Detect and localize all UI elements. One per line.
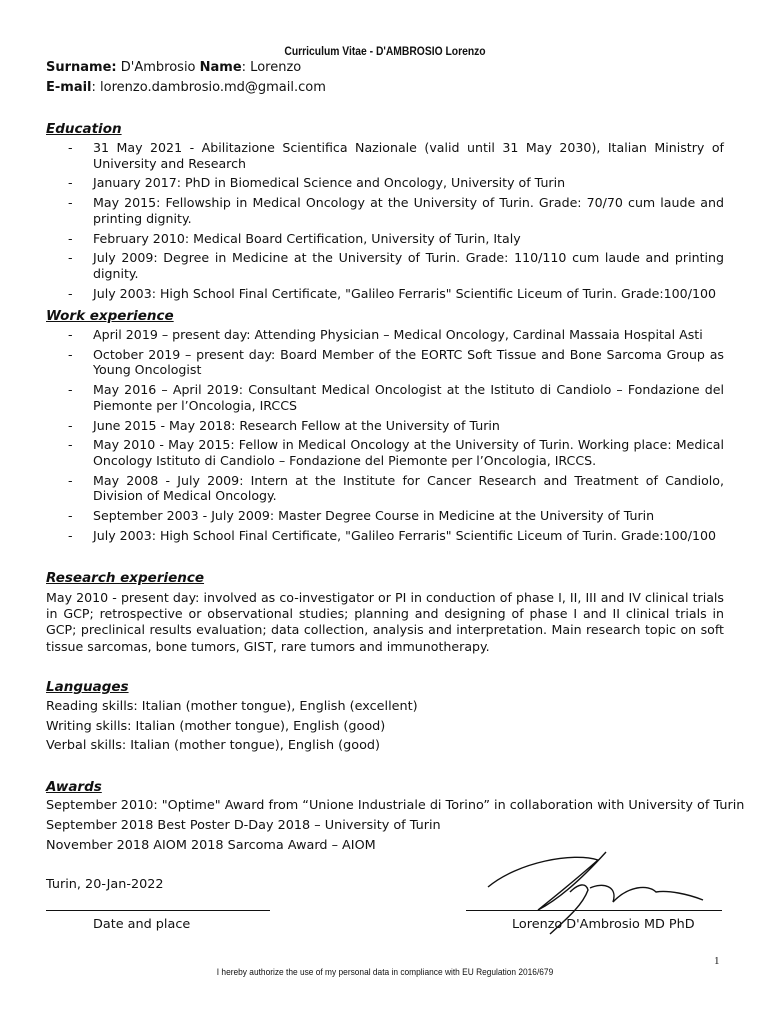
page-number: 1 [714,955,720,967]
research-paragraph: May 2010 - present day: involved as co-investigator or PI in conduction of phase I, II, III and IV clinical trials in GCP; retrospective or observational studies; planning and designing of phase I and II clinical trials in GCP; preclinical results evaluation; data collection, analysis and interpretation. Main research topic on soft tissue sarcomas, bone tumors, GIST, rare tumors and immunotherapy. [46,590,724,654]
surname-value: D'Ambrosio [120,60,196,75]
list-item: - April 2019 – present day: Attending Physician – Medical Oncology, Cardinal Massaia Hospital Asti [46,327,724,343]
name-value: : Lorenzo [241,60,302,75]
privacy-footer: I hereby authorize the use of my personal data in compliance with EU Regulation 2016/679 [216,967,554,978]
award-item: November 2018 AIOM 2018 Sarcoma Award – AIOM [46,838,376,853]
email-value: : lorenzo.dambrosio.md@gmail.com [91,80,326,95]
signature-image [478,842,718,942]
list-item: - February 2010: Medical Board Certification, University of Turin, Italy [46,231,724,247]
personal-email-line [46,80,326,96]
languages-reading: Reading skills: Italian (mother tongue), English (excellent) [46,699,418,714]
list-item: - May 2008 - July 2009: Intern at the Institute for Cancer Research and Treatment of Candiolo, Division of Medical Oncology. [46,473,724,504]
work-list [46,327,724,548]
list-item: - July 2009: Degree in Medicine at the University of Turin. Grade: 110/110 cum laude and printing dignity. [46,250,724,281]
personal-name-line [46,60,301,76]
list-item: - June 2015 - May 2018: Research Fellow at the University of Turin [46,418,724,434]
languages-verbal: Verbal skills: Italian (mother tongue), English (good) [46,738,381,753]
list-item: - January 2017: PhD in Biomedical Science and Oncology, University of Turin [46,175,724,191]
date-rule [46,910,270,911]
email-label: E-mail [46,80,92,95]
work-heading: Work experience [46,308,174,324]
list-item: - May 2015: Fellowship in Medical Oncology at the University of Turin. Grade: 70/70 cum laude and printing dignity. [46,195,724,226]
languages-heading: Languages [46,679,129,695]
name-label: Name [199,60,242,75]
list-item: - September 2003 - July 2009: Master Degree Course in Medicine at the University of Turin [46,508,724,524]
research-heading: Research experience [46,570,205,586]
languages-writing: Writing skills: Italian (mother tongue), English (good) [46,719,386,734]
award-item: September 2018 Best Poster D-Day 2018 – University of Turin [46,818,441,833]
education-list [46,140,724,305]
place-date-text: Turin, 20-Jan-2022 [46,877,164,892]
education-heading: Education [46,121,122,137]
list-item: - May 2016 – April 2019: Consultant Medical Oncologist at the Istituto di Candiolo – Fondazione del Piemonte per l’Oncologia, IRCCS [46,382,724,413]
list-item: - May 2010 - May 2015: Fellow in Medical Oncology at the University of Turin. Working place: Medical Oncology Istituto di Candiolo – Fondazione del Piemonte per l’Oncologia, IRCCS. [46,437,724,468]
date-label: Date and place [93,917,191,932]
surname-label: Surname: [46,60,117,75]
document-title: Curriculum Vitae - D'AMBROSIO Lorenzo [284,44,486,58]
list-item: - July 2003: High School Final Certificate, "Galileo Ferraris" Scientific Liceum of Turin. Grade:100/100 [46,286,724,302]
awards-heading: Awards [46,779,102,795]
signer-name: Lorenzo D'Ambrosio MD PhD [512,917,695,932]
award-item: September 2010: "Optime" Award from “Unione Industriale di Torino” in collaboration with University of Turin [46,798,745,813]
list-item: - 31 May 2021 - Abilitazione Scientifica Nazionale (valid until 31 May 2030), Italian Ministry of University and Research [46,140,724,171]
list-item: - July 2003: High School Final Certificate, "Galileo Ferraris" Scientific Liceum of Turin. Grade:100/100 [46,528,724,544]
list-item: - October 2019 – present day: Board Member of the EORTC Soft Tissue and Bone Sarcoma Group as Young Oncologist [46,347,724,378]
